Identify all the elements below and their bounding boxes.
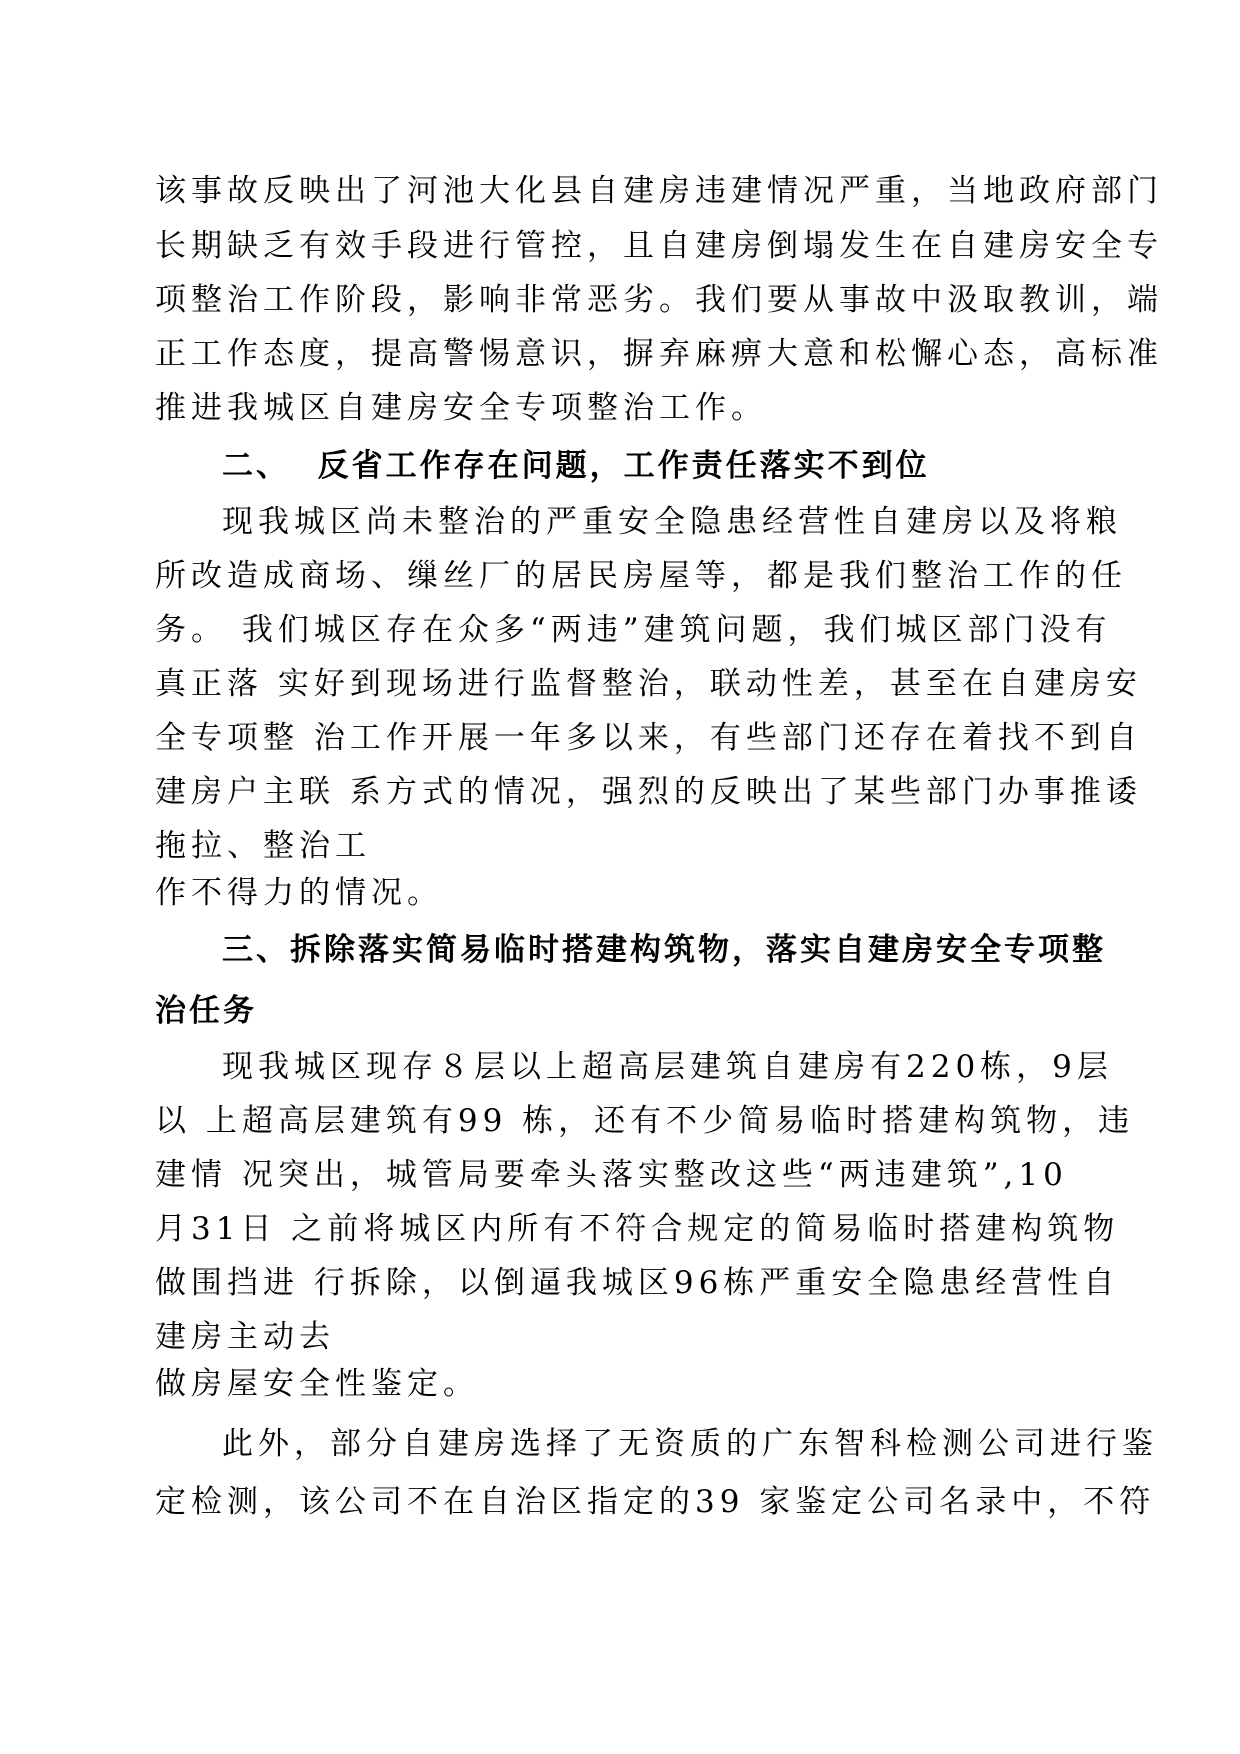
section-heading-2: 二、 反省工作存在问题，工作责任落实不到位	[222, 448, 930, 484]
body-text-line: 建情 况突出，城管局要牵头落实整改这些“两违建筑”,10	[155, 1157, 1068, 1193]
body-text-line: 拖拉、整治工	[155, 828, 371, 864]
body-text-line: 全专项整 治工作开展一年多以来，有些部门还存在着找不到自	[155, 720, 1142, 756]
body-text-line: 做围挡进 行拆除，以倒逼我城区96栋严重安全隐患经营性自	[155, 1265, 1120, 1301]
body-text-line: 此外，部分自建房选择了无资质的广东智科检测公司进行鉴	[222, 1426, 1158, 1462]
section-heading-3: 三、拆除落实简易临时搭建构筑物，落实自建房安全专项整	[222, 932, 1106, 968]
body-text-line: 定检测，该公司不在自治区指定的39 家鉴定公司名录中，不符	[155, 1484, 1156, 1520]
section-heading-3-cont: 治任务	[155, 993, 257, 1029]
body-text-line: 以 上超高层建筑有99 栋，还有不少简易临时搭建构筑物，违	[155, 1103, 1135, 1139]
body-text-line: 现我城区现存８层以上超高层建筑自建房有220栋，9层	[222, 1049, 1113, 1085]
body-text-line: 该事故反映出了河池大化县自建房违建情况严重，当地政府部门	[155, 173, 1163, 209]
body-text-line: 项整治工作阶段，影响非常恶劣。我们要从事故中汲取教训，端	[155, 282, 1163, 318]
body-text-line: 真正落 实好到现场进行监督整治，联动性差，甚至在自建房安	[155, 666, 1142, 702]
body-text-line: 月31日 之前将城区内所有不符合规定的简易临时搭建构筑物	[155, 1211, 1120, 1247]
body-text-line: 作不得力的情况。	[155, 875, 443, 911]
body-text-line: 建房主动去	[155, 1319, 335, 1355]
body-text-line: 现我城区尚未整治的严重安全隐患经营性自建房以及将粮	[222, 504, 1122, 540]
body-text-line: 做房屋安全性鉴定。	[155, 1366, 479, 1402]
body-text-line: 所改造成商场、缫丝厂的居民房屋等，都是我们整治工作的任	[155, 558, 1127, 594]
body-text-line: 长期缺乏有效手段进行管控，且自建房倒塌发生在自建房安全专	[155, 228, 1163, 264]
body-text-line: 推进我城区自建房安全专项整治工作。	[155, 390, 767, 426]
body-text-line: 正工作态度，提高警惕意识，摒弃麻痹大意和松懈心态，高标准	[155, 336, 1163, 372]
body-text-line: 务。 我们城区存在众多“两违”建筑问题，我们城区部门没有	[155, 612, 1112, 648]
body-text-line: 建房户主联 系方式的情况，强烈的反映出了某些部门办事推诿	[155, 774, 1142, 810]
